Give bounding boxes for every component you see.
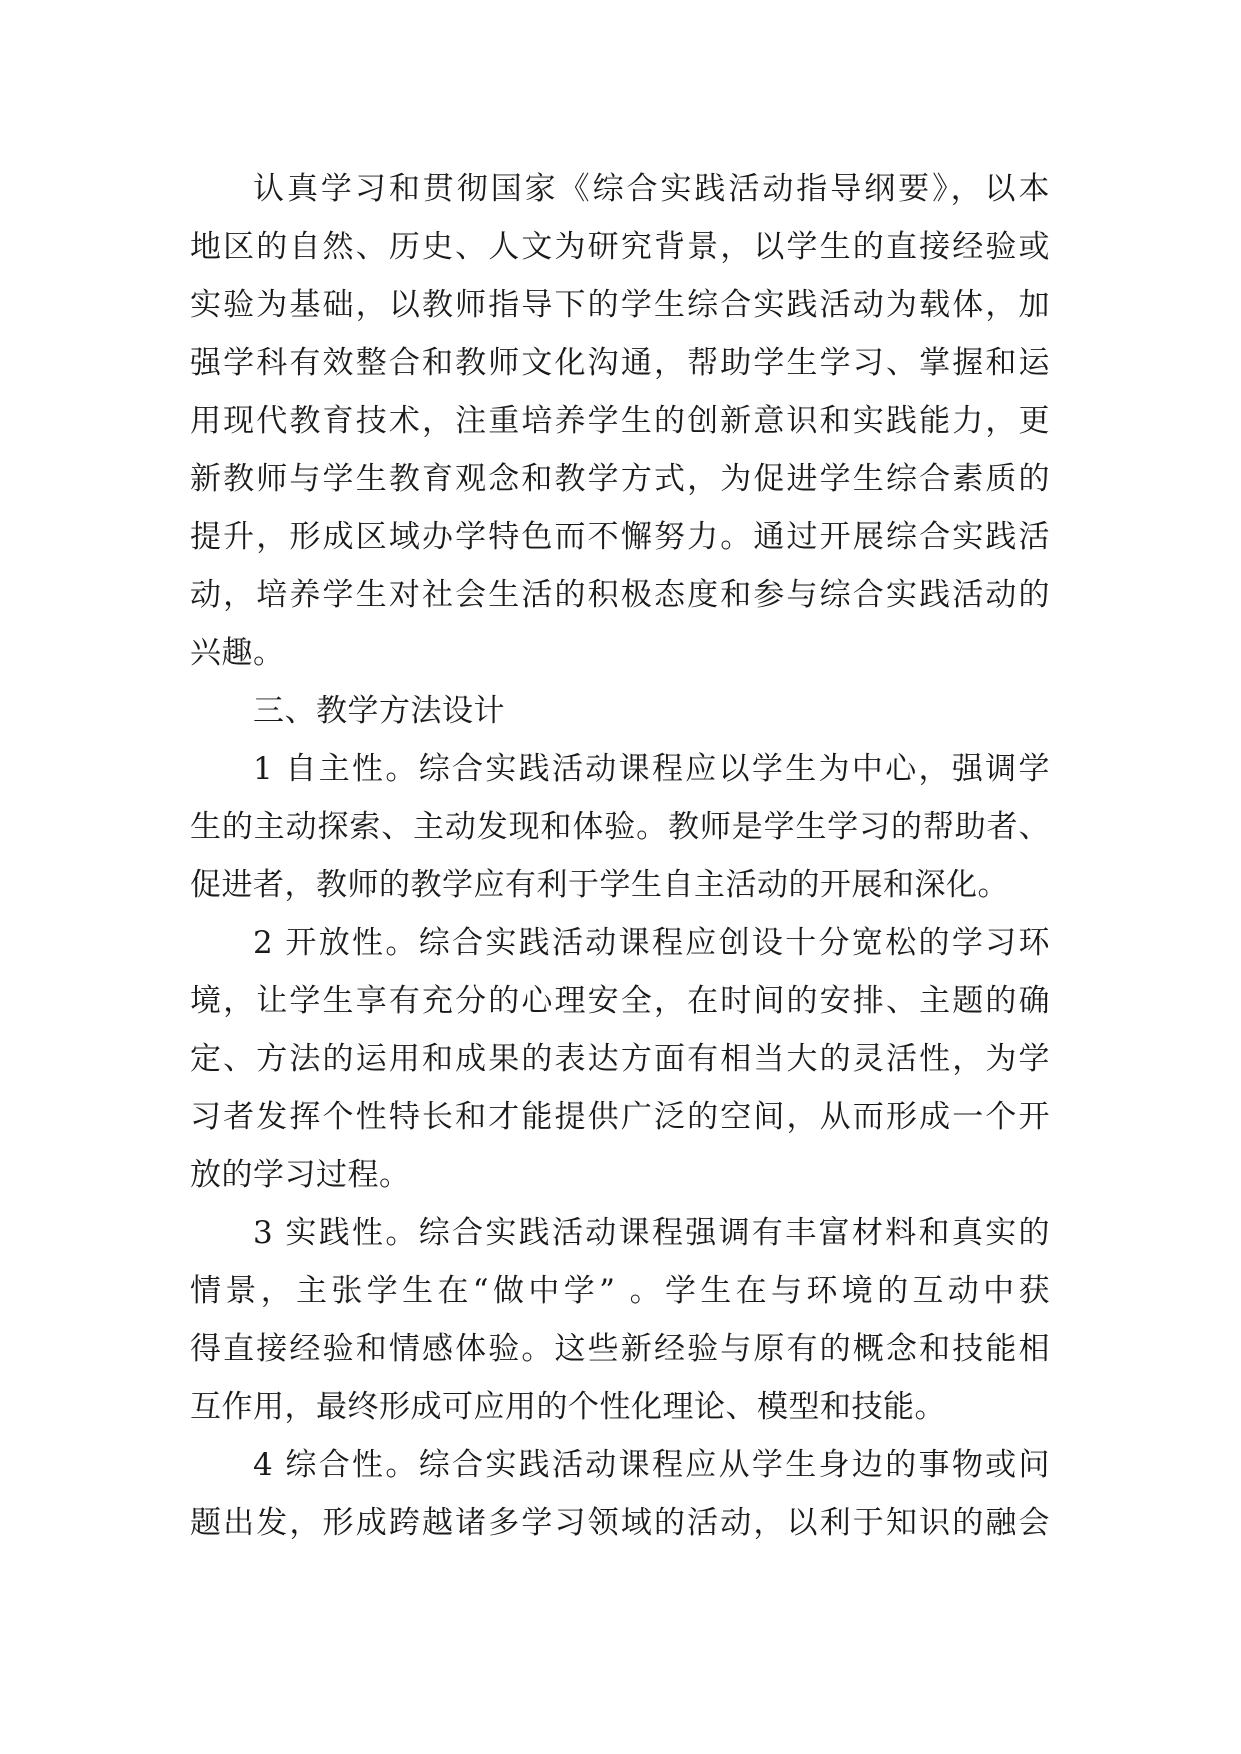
text-line: 地区的自然、历史、人文为研究背景，以学生的直接经验或 bbox=[190, 229, 1050, 265]
text-line: 4 综合性。综合实践活动课程应从学生身边的事物或问 bbox=[253, 1447, 1050, 1483]
text-line: 放的学习过程。 bbox=[190, 1157, 411, 1193]
text-line: 3 实践性。综合实践活动课程强调有丰富材料和真实的 bbox=[253, 1215, 1050, 1251]
paragraph-comprehensive bbox=[190, 1436, 1050, 1552]
paragraph-practice bbox=[190, 1204, 1050, 1436]
text-line: 用现代教育技术，注重培养学生的创新意识和实践能力，更 bbox=[190, 403, 1050, 439]
text-line: 得直接经验和情感体验。这些新经验与原有的概念和技能相 bbox=[190, 1331, 1050, 1367]
section-heading bbox=[190, 682, 1050, 740]
text-line: 习者发挥个性特长和才能提供广泛的空间，从而形成一个开 bbox=[190, 1099, 1050, 1135]
text-line: 兴趣。 bbox=[190, 635, 285, 671]
text-line: 1 自主性。综合实践活动课程应以学生为中心，强调学 bbox=[253, 751, 1050, 787]
document-page bbox=[190, 160, 1050, 1552]
text-line: 生的主动探索、主动发现和体验。教师是学生学习的帮助者、 bbox=[190, 809, 1050, 845]
text-line: 动，培养学生对社会生活的积极态度和参与综合实践活动的 bbox=[190, 577, 1050, 613]
text-line: 认真学习和贯彻国家《综合实践活动指导纲要》，以本 bbox=[253, 171, 1050, 207]
text-line: 定、方法的运用和成果的表达方面有相当大的灵活性，为学 bbox=[190, 1041, 1050, 1077]
text-line: 提升，形成区域办学特色而不懈努力。通过开展综合实践活 bbox=[190, 519, 1050, 555]
text-line: 题出发，形成跨越诸多学习领域的活动，以利于知识的融会 bbox=[190, 1505, 1050, 1541]
text-line: 互作用，最终形成可应用的个性化理论、模型和技能。 bbox=[190, 1389, 946, 1425]
paragraph-intro bbox=[190, 160, 1050, 682]
paragraph-openness bbox=[190, 914, 1050, 1204]
text-line: 境，让学生享有充分的心理安全，在时间的安排、主题的确 bbox=[190, 983, 1050, 1019]
text-line: 2 开放性。综合实践活动课程应创设十分宽松的学习环 bbox=[253, 925, 1050, 961]
text-line: 情景，主张学生在“做中学” 。学生在与环境的互动中获 bbox=[190, 1273, 1050, 1309]
text-line: 促进者，教师的教学应有利于学生自主活动的开展和深化。 bbox=[190, 867, 1009, 903]
text-line: 新教师与学生教育观念和教学方式，为促进学生综合素质的 bbox=[190, 461, 1050, 497]
text-line: 强学科有效整合和教师文化沟通，帮助学生学习、掌握和运 bbox=[190, 345, 1050, 381]
heading-line: 三、教学方法设计 bbox=[253, 693, 505, 729]
text-line: 实验为基础，以教师指导下的学生综合实践活动为载体，加 bbox=[190, 287, 1050, 323]
paragraph-autonomy bbox=[190, 740, 1050, 914]
